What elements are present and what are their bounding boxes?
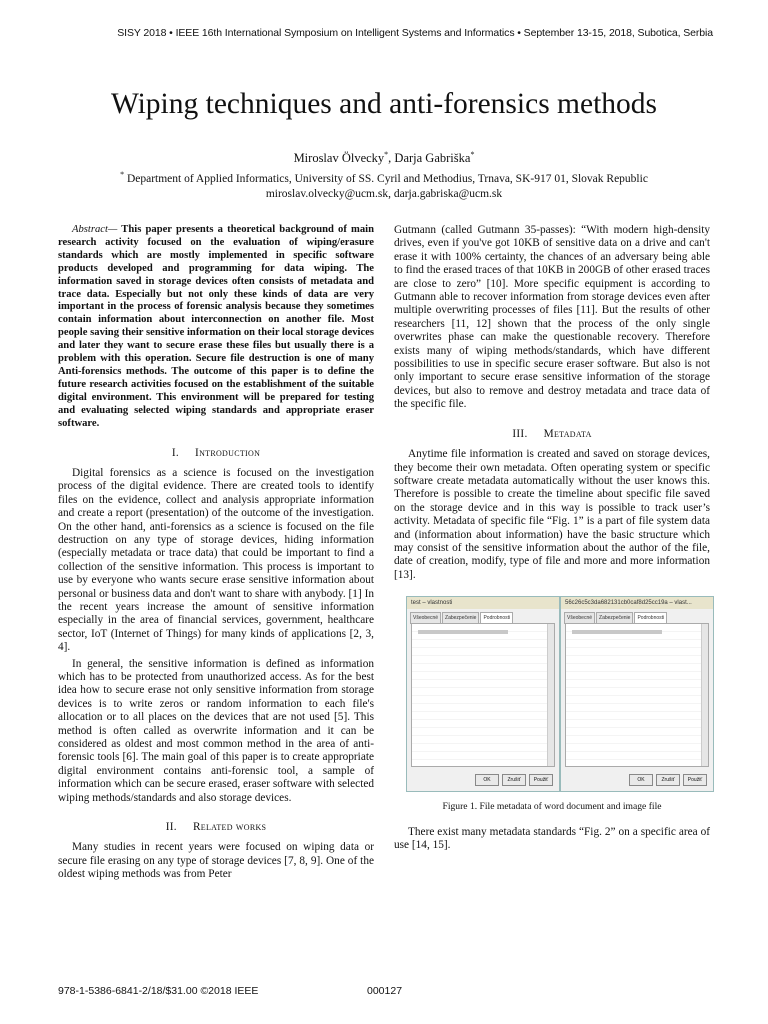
dialog-buttons: OK Zrušiť Použiť: [626, 772, 707, 786]
related-paragraph-2: Gutmann (called Gutmann 35-passes): “With modern high-density drives, even if you've got 10KB of sensitive data on a drive and can't erase it with 100% certainty, the chances of an adversary being able to find the erased traces of that 10KB in 200GB of other erased traces are close to zero” [10]. More specific equipment is according to Gutmann able to recover information from storage devices even after multiple overwriting processes of files [11]. But the results of other researchers [11, 12] shown that the process of the only single overwrites phase can make the questionable recovery. Therefore exists many of wiping methods/standards, which have different possibilities to use in specific secure eraser software. But also is not only important to secure erase sensitive information of the storage devices, but also to remove and destroy metadata and trace data of the specific file.: [394, 224, 710, 411]
properties-window-image: [560, 596, 714, 792]
section-heading-metadata: III. Metadata: [512, 427, 592, 440]
abstract: Abstract— This paper presents a theoretical background of main research activity focused on the evaluation of wiping/erasure standards which are mostly implemented in specific software products developed and programming for data wiping. The information saved in storage devices often consists of metadata and trace data. Especially but not only these kinds of data are very important in the process of forensic analysis because they sometimes contain information about interconnection on another file. Most people saving their sensitive information on their local storage devices and later they want to secure erase these files but usually there is a problem with this operation. Secure file destruction is one of many Anti-forensics methods. The outcome of this paper is to define the future research activities focused on the establishment of the suitable digital environment. This environment will be prepared for testing and evaluating selected wiping standards and appropriate eraser software.: [58, 224, 374, 429]
scrollbar: [547, 624, 554, 766]
section-heading-introduction: I. Introduction: [171, 446, 261, 459]
page-number: 000127: [367, 985, 403, 997]
author-emails: miroslav.olvecky@ucm.sk, darja.gabriska@ucm.sk: [265, 187, 503, 200]
left-column: [58, 224, 374, 882]
section-heading-related-works: II. Related works: [165, 821, 267, 834]
properties-window-document: [406, 596, 560, 792]
window-tabs: Všeobecné Zabezpečenie Podrobnosti: [410, 612, 556, 622]
figure-1: [394, 596, 710, 790]
affiliation: * Department of Applied Informatics, University of SS. Cyril and Methodius, Trnava, SK-917 01, Slovak Republic miroslav.olvecky@ucm.sk, darja.gabriska@ucm.sk: [120, 170, 648, 200]
affiliation-text: Department of Applied Informatics, University of SS. Cyril and Methodius, Trnava, SK-917 01, Slovak Republic: [124, 172, 648, 185]
window-title: test – vlastnosti: [407, 597, 559, 609]
metadata-paragraph-1: Anytime file information is created and saved on storage devices, they become their own metadata. Often operating system or specific software create metadata automatically without the user knows this. Therefore is possible to create the timeline about specific file saved on the storage device and in this way is possible to track user’s activity. Metadata of specific file “Fig. 1” is a part of file system data and (information about information) have the basic structure which may consist of the sensitive information about the author of the file, date of creation, modify, type of file and more and more information [13].: [394, 448, 710, 581]
copyright-footer: 978-1-5386-6841-2/18/$31.00 ©2018 IEEE: [58, 985, 259, 997]
metadata-list: [565, 623, 709, 767]
figure-caption: Figure 1. File metadata of word document and image file: [442, 801, 662, 813]
scrollbar: [701, 624, 708, 766]
paper-title: Wiping techniques and anti-forensics methods: [110, 88, 658, 120]
intro-paragraph-2: In general, the sensitive information is defined as information which has to be protected from unauthorized access. As for the best idea how to secure erase not only sensitive information from storage devices is to write zeros or random information to each file's allocation or to all places on the devices that are not used [5]. This method is often called as overwrite information and it can be considered as oldest and most common method in the area of anti-forensic tools [6]. The main goal of this paper is to create appropriate digital environment contains anti-forensic tool, a sample of information which can be secure erased, eraser software with selected wiping methods/standards and also storage devices.: [58, 657, 374, 804]
conference-header: SISY 2018 • IEEE 16th International Symposium on Intelligent Systems and Informatics • September 13-15, 2018, Subotica, Serbia: [117, 27, 713, 39]
right-column: [394, 224, 710, 852]
metadata-paragraph-2: There exist many metadata standards “Fig. 2” on a specific area of use [14, 15].: [394, 825, 710, 851]
intro-paragraph-1: Digital forensics as a science is focused on the investigation process of the digital evidence. There are created tools to identify files on the evidence, collect and analysis appropriate information and create a report (presentation) of the outcome of the investigation. On the other hand, anti-forensics as a science is focused on the file destruction on any type of storage devices, hiding information (especially metadata or trace data) that could be important to find a collection of the sensitive information. This process is important to use by everyone who wants secure erase sensitive information about personal or business data and don't want to share with anybody. [1] In the recent years increase the amount of sensitive information especially in the area of financial services, government, healthcare sector, IoT (Internet of Things) for many kinds of applications [2, 3, 4].: [58, 466, 374, 654]
window-title: 56c26c5c3da682131cb0caf8d25cc19a – vlast...: [561, 597, 713, 609]
window-tabs: Všeobecné Zabezpečenie Podrobnosti: [564, 612, 710, 622]
author-1: Miroslav Ölvecky: [293, 151, 385, 166]
metadata-list: [411, 623, 555, 767]
dialog-buttons: OK Zrušiť Použiť: [472, 772, 553, 786]
author-2: Darja Gabriška: [394, 151, 471, 166]
related-paragraph-1: Many studies in recent years were focused on wiping data or secure file erasing on any type of storage devices [7, 8, 9]. One of the oldest wiping methods was from Peter: [58, 841, 374, 881]
abstract-label: Abstract—: [72, 224, 118, 235]
author-line: Miroslav Ölvecky*, Darja Gabriška*: [293, 150, 475, 166]
